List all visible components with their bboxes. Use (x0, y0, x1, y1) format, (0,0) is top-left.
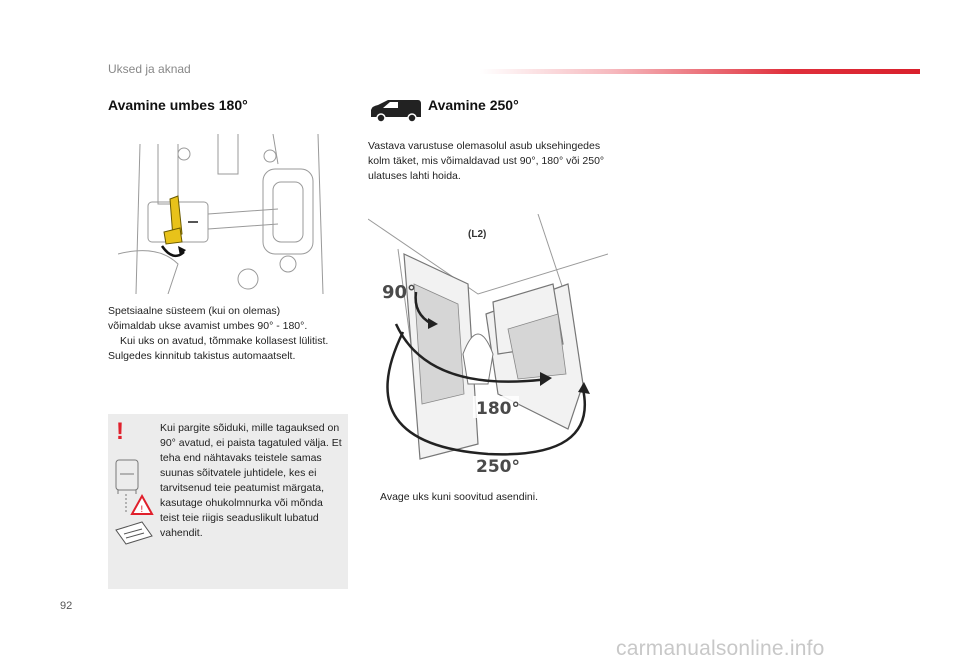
angle-180-label: 180° (476, 399, 520, 419)
right-bullet-text: Avage uks kuni soovitud asendini. (380, 491, 538, 503)
left-para-line2: võimaldab ukse avamist umbes 90° - 180°. (108, 320, 308, 332)
angle-250-label: 250° (476, 457, 520, 477)
rear-doors-250-illustration (368, 214, 608, 479)
figure-label: (L2) (468, 229, 487, 240)
right-heading: Avamine 250° (428, 97, 519, 113)
angle-90-label: 90° (382, 282, 417, 303)
van-icon (368, 97, 422, 123)
left-heading: Avamine umbes 180° (108, 97, 248, 113)
left-bullet (108, 334, 343, 349)
section-title: Uksed ja aknad (108, 62, 191, 76)
left-description (108, 304, 343, 364)
warning-exclamation-icon: ! (116, 418, 124, 445)
page-number: 92 (60, 600, 73, 612)
parked-van-triangle-illustration (112, 454, 156, 546)
left-bullet-text: Kui uks on avatud, tõmmake kollasest lülitist. (120, 335, 329, 347)
left-para-line3: Sulgedes kinnitub takistus automaatselt. (108, 350, 296, 362)
warning-text: Kui pargite sõiduki, mille tagauksed on 90° avatud, ei paista tagatuled välja. Et teha end nähtavaks teistele samas suunas sõitvatele juhtidele, kes ei tarvitsenud teie peatumist märgata, kasutage ohukolmnurka või mõnda teist teie riigis seaduslikult lubatud vahendit. (160, 422, 342, 539)
bullet-arrow-icon (368, 490, 380, 505)
bullet-arrow-icon (108, 334, 120, 349)
right-bullet (368, 490, 608, 505)
svg-text:!: ! (140, 505, 144, 515)
door-check-illustration (118, 134, 340, 294)
right-description: Vastava varustuse olemasolul asub uksehingedes kolm täket, mis võimaldavad ust 90°, 180° või 250° ulatuses lahti hoida. (368, 140, 605, 182)
left-para-line1: Spetsiaalne süsteem (kui on olemas) (108, 305, 281, 317)
header-bar (480, 69, 920, 74)
watermark: carmanualsonline.info (616, 637, 825, 660)
